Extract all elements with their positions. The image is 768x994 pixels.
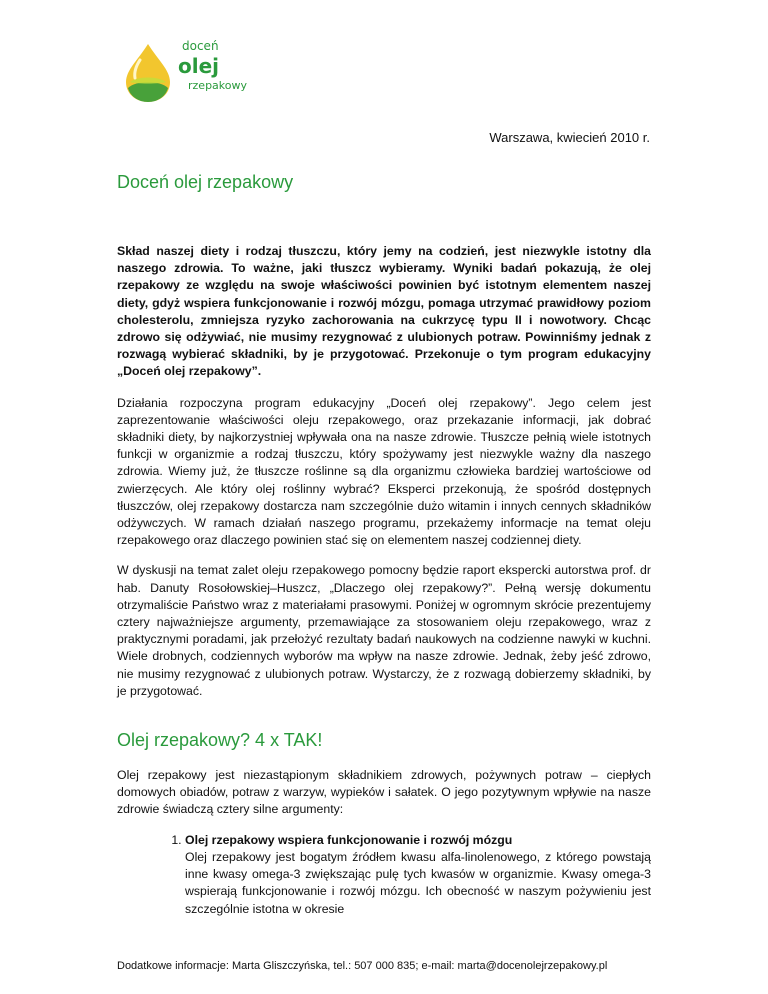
list-item-text: Olej rzepakowy jest bogatym źródłem kwasu alfa-linolenowego, z którego powstają inne kwasy omega-3 zwiększając pulę tych kwasów w organizmie. Kwasy omega-3 wspierają funkcjonowanie i rozwój mózgu. Ich obecność w naszym pożywieniu jest szczególnie istotna w okresie (185, 849, 651, 916)
logo-text-docen: doceń (182, 39, 219, 53)
oil-drop-icon (116, 40, 180, 104)
logo-text-olej: olej (178, 54, 220, 78)
body-paragraph-2: W dyskusji na temat zalet oleju rzepakowego pomocny będzie raport ekspercki autorstwa prof. dr hab. Danuty Rosołowskiej–Huszcz, „Dlaczego olej rzepakowy?”. Pełną wersję dokumentu otrzymaliście Państwo wraz z materiałami prasowymi. Poniżej w ogromnym skrócie prezentujemy cztery najważniejsze argumenty, przemawiające za stosowaniem oleju rzepakowego, wraz z praktycznymi poradami, jak przełożyć rezultaty badań naukowych na codzienne nawyki w kuchni. Wiele drobnych, codziennych wyborów ma wpływ na nasze zdrowie. Jednak, żeby jeść zdrowo, nie musimy rezygnować z ulubionych potraw. Wystarczy, że z rozwagą dobierzemy składniki, by je przygotować. (117, 563, 651, 698)
main-heading: Doceń olej rzepakowy (117, 172, 294, 192)
document-date: Warszawa, kwiecień 2010 r. (489, 130, 650, 145)
logo-text-rzepakowy: rzepakowy (188, 79, 248, 92)
body-paragraph-3: Olej rzepakowy jest niezastąpionym składnikiem zdrowych, pożywnych potraw – ciepłych domowych obiadów, potraw z warzyw, wypieków i sałatek. O jego pozytywnym wpływie na nasze zdrowie świadczą cztery silne argumenty: (117, 768, 651, 817)
lead-paragraph: Skład naszej diety i rodzaj tłuszczu, który jemy na codzień, jest niezwykle istotny dla naszego zdrowia. To ważne, jaki tłuszcz wybieramy. Wyniki badań pokazują, że olej rzepakowy ze względu na swoje właściwości powinien być istotnym elementem naszej diety, gdyż wspiera funkcjonowanie i rozwój mózgu, pomaga utrzymać prawidłowy poziom cholesterolu, zmniejsza ryzyko zachorowania na cukrzycę typu II i nowotwory. Chcąc zdrowo się odżywiać, nie musimy rezygnować z ulubionych potraw. Powinniśmy jednak z rozwagą wybierać składniki, by je przygotować. Przekonuje o tym program edukacyjny „Doceń olej rzepakowy”. (117, 244, 651, 379)
body-paragraph-1: Działania rozpoczyna program edukacyjny „Doceń olej rzepakowy”. Jego celem jest zaprezentowanie właściwości oleju rzepakowego, oraz przekazanie informacji, jak dobrać składniki diety, by najkorzystniej wpływała ona na nasze zdrowie. Tłuszcze pełnią wiele istotnych funkcji w organizmie a rodzaj tłuszczu, który spożywamy jest niezwykle ważny dla naszego zdrowia. Wiemy już, że tłuszcze roślinne są dla organizmu człowieka bardziej wartościowe od zwierzęcych. Ale który olej roślinny wybrać? Eksperci przekonują, że spośród dostępnych tłuszczów, olej rzepakowy dostarcza nam szczególnie dużo witamin i innych cennych składników odżywczych. W ramach działań naszego programu, przekażemy informacje na temat oleju rzepakowego oraz dlaczego powinien stać się on elementem naszej codziennej diety. (117, 395, 651, 548)
list-item-title: 1. Olej rzepakowy wspiera funkcjonowanie i rozwój mózgu (185, 832, 513, 847)
footer-contact: Dodatkowe informacje: Marta Gliszczyńska, tel.: 507 000 835; e-mail: marta@docenolejrzepakowy.pl (117, 960, 608, 972)
section-heading: Olej rzepakowy? 4 x TAK! (117, 730, 323, 751)
arguments-list (117, 832, 651, 918)
list-item (185, 832, 651, 918)
brand-logo (116, 40, 256, 104)
document-body (117, 172, 651, 918)
